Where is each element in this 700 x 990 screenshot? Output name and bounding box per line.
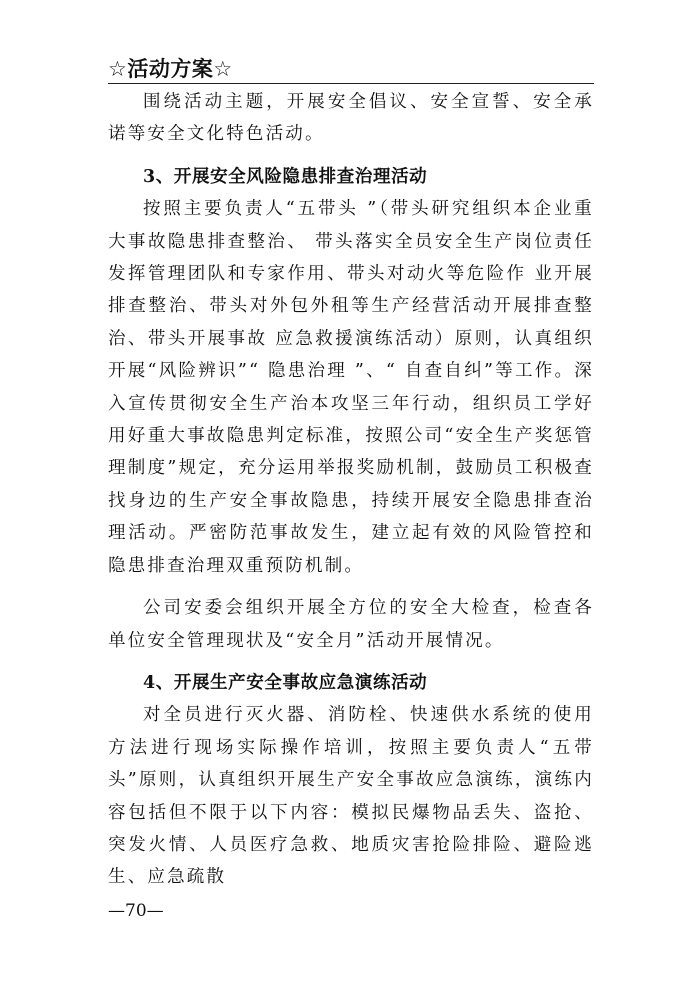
page-title: ☆活动方案☆ (108, 57, 233, 81)
section-heading-4: 4、开展生产安全事故应急演练活动 (143, 672, 428, 693)
spacer (108, 657, 594, 667)
spacer (108, 582, 594, 592)
page-number: —70— (108, 901, 164, 921)
section-heading-3: 3、开展安全风险隐患排查治理活动 (143, 166, 428, 187)
section-3-inspection-paragraph: 公司安委会组织开展全方位的安全大检查，检查各单位安全管理现状及“安全月”活动开展情况。 (108, 598, 594, 651)
section-3-paragraph: 按照主要负责人“五带头 ”（带头研究组织本企业重大事故隐患排查整治、 带头落实全员安全生产岗位责任发挥管理团队和专家作用、带头对动火等危险作 业开展排查整治、带头对外包外租等生产经营活动开展排查整治、带头开展事故 应急救援演练活动）原则，认真组织开展“风险辨识”“ 隐患治理 ”、“ 自查自纠”等工作。深入宣传贯彻安全生产治本攻坚三年行动，组织员工学好用好重大事故隐患判定标准，按照公司“安全生产奖惩管理制度”规定，充分运用举报奖励机制，鼓励员工积极查找身边的生产安全事故隐患，持续开展安全隐患排查治理活动。严密防范事故发生，建立起有效的风险管控和隐患排查治理双重预防机制。 (108, 199, 594, 576)
section-4-paragraph: 对全员进行灭火器、消防栓、快速供水系统的使用方法进行现场实际操作培训，按照主要负责人“五带头”原则，认真组织开展生产安全事故应急演练，演练内容包括但不限于以下内容：模拟民爆物品丢失、盗抢、突发火情、人员医疗急救、地质灾害抢险排险、避险逃生、应急疏散 (108, 705, 594, 888)
intro-paragraph: 围绕活动主题，开展安全倡议、安全宣誓、安全承诺等安全文化特色活动。 (108, 92, 594, 145)
page-header (108, 56, 594, 84)
spacer (108, 151, 594, 161)
header-divider (108, 83, 594, 84)
body-content (108, 86, 594, 894)
